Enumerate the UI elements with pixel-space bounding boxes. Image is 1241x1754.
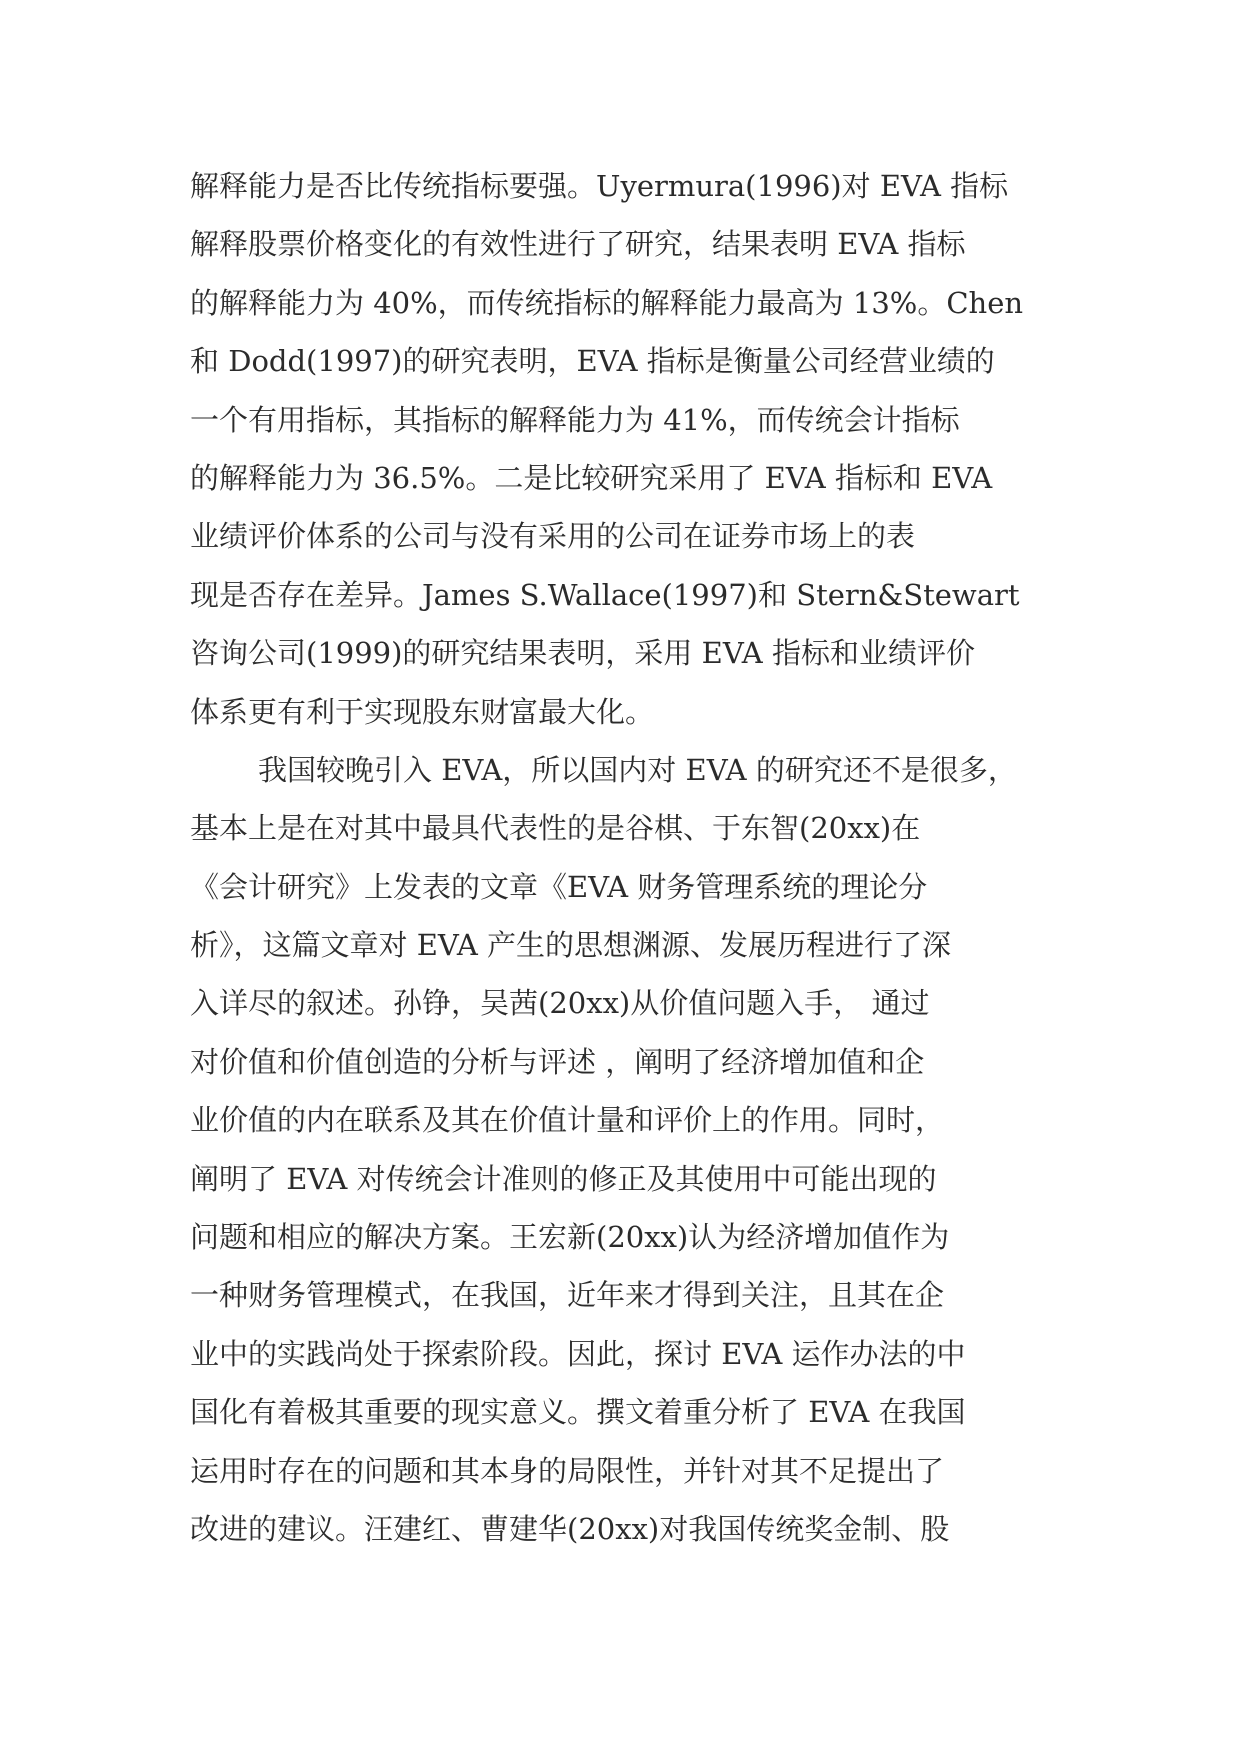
text-line: 的解释能力为 36.5%。二是比较研究采用了 EVA 指标和 EVA bbox=[190, 460, 993, 495]
text-line: 咨询公司(1999)的研究结果表明，采用 EVA 指标和业绩评价 bbox=[190, 636, 975, 671]
text-line: 我国较晚引入 EVA，所以国内对 EVA 的研究还不是很多， bbox=[258, 752, 1017, 787]
text-line: 国化有着极其重要的现实意义。撰文着重分析了 EVA 在我国 bbox=[190, 1395, 966, 1430]
text-line: 《会计研究》上发表的文章《EVA 财务管理系统的理论分 bbox=[190, 869, 928, 904]
text-line: 一种财务管理模式，在我国，近年来才得到关注，且其在企 bbox=[190, 1278, 945, 1313]
text-line: 业价值的内在联系及其在价值计量和评价上的作用。同时， bbox=[190, 1103, 945, 1138]
paragraph-1 bbox=[190, 157, 1050, 741]
text-line: 体系更有利于实现股东财富最大化。 bbox=[190, 694, 655, 729]
text-line: 阐明了 EVA 对传统会计准则的修正及其使用中可能出现的 bbox=[190, 1161, 937, 1196]
text-line: 入详尽的叙述。孙铮，吴茜(20xx)从价值问题入手， 通过 bbox=[190, 986, 930, 1021]
text-line: 的解释能力为 40%，而传统指标的解释能力最高为 13%。Chen bbox=[190, 285, 1024, 320]
text-line: 改进的建议。汪建红、曹建华(20xx)对我国传统奖金制、股 bbox=[190, 1511, 950, 1546]
text-line: 问题和相应的解决方案。王宏新(20xx)认为经济增加值作为 bbox=[190, 1220, 950, 1255]
text-line: 基本上是在对其中最具代表性的是谷棋、于东智(20xx)在 bbox=[190, 811, 921, 846]
text-line: 和 Dodd(1997)的研究表明，EVA 指标是衡量公司经营业绩的 bbox=[190, 344, 995, 379]
text-line: 一个有用指标，其指标的解释能力为 41%，而传统会计指标 bbox=[190, 402, 960, 437]
text-line: 解释股票价格变化的有效性进行了研究，结果表明 EVA 指标 bbox=[190, 227, 966, 262]
text-line: 析》，这篇文章对 EVA 产生的思想渊源、发展历程进行了深 bbox=[190, 928, 952, 963]
text-line: 业中的实践尚处于探索阶段。因此，探讨 EVA 运作办法的中 bbox=[190, 1336, 966, 1371]
text-line: 运用时存在的问题和其本身的局限性，并针对其不足提出了 bbox=[190, 1453, 945, 1488]
paragraph-2 bbox=[190, 741, 1050, 1558]
text-line: 现是否存在差异。James S.Wallace(1997)和 Stern&Stewart bbox=[190, 577, 1020, 612]
text-line: 对价值和价值创造的分析与评述 ，阐明了经济增加值和企 bbox=[190, 1044, 925, 1079]
text-line: 解释能力是否比传统指标要强。Uyermura(1996)对 EVA 指标 bbox=[190, 169, 1009, 203]
body-text bbox=[190, 157, 1050, 1558]
text-line: 业绩评价体系的公司与没有采用的公司在证券市场上的表 bbox=[190, 519, 916, 554]
